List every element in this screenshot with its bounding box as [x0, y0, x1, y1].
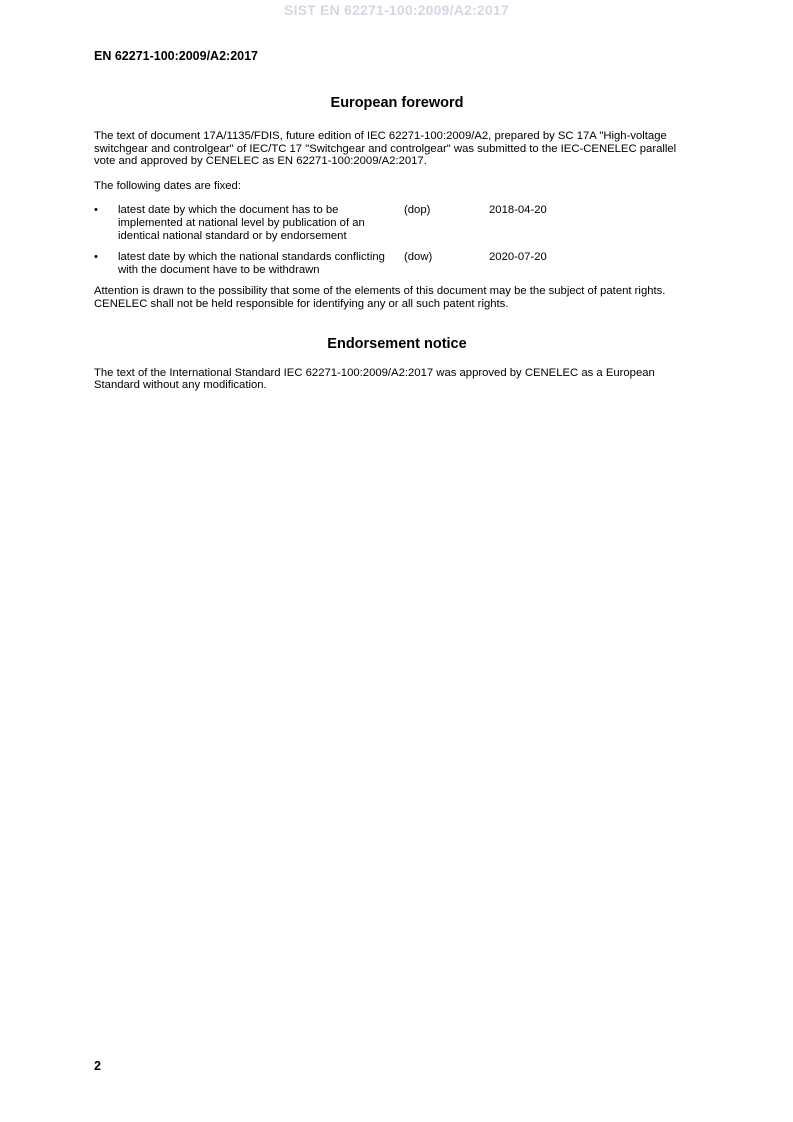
bullet-icon: • [94, 204, 98, 217]
foreword-intro-paragraph: The text of document 17A/1135/FDIS, future edition of IEC 62271-100:2009/A2, prepared by SC 17A "High-voltage switchgear and controlgear" of IEC/TC 17 "Switchgear and controlgear" was submitted to the IEC-CENELEC parallel vote and approved by CENELEC as EN 62271-100:2009/A2:2017. [94, 130, 677, 168]
dates-intro-paragraph: The following dates are fixed: [94, 179, 241, 192]
date-item-dow [94, 251, 700, 276]
attention-paragraph: Attention is drawn to the possibility that some of the elements of this document may be the subject of patent rights. CENELEC shall not be held responsible for identifying any or all such patent rights. [94, 285, 666, 310]
endorsement-paragraph: The text of the International Standard IEC 62271-100:2009/A2:2017 was approved by CENELEC as a European Standard without any modification. [94, 366, 655, 392]
page-content [94, 94, 700, 404]
page-number: 2 [94, 1059, 101, 1073]
date-abbreviation: (dop) [404, 204, 431, 217]
date-item-dop [94, 204, 700, 242]
endorsement-title: Endorsement notice [327, 335, 467, 352]
date-description: latest date by which the document has to be implemented at national level by publication of an identical national standard or by endorsement [118, 204, 365, 242]
date-abbreviation: (dow) [404, 251, 433, 264]
date-description: latest date by which the national standards conflicting with the document have to be withdrawn [118, 251, 385, 276]
dates-list [94, 204, 700, 276]
date-value: 2018-04-20 [489, 204, 547, 217]
date-value: 2020-07-20 [489, 251, 547, 264]
document-header: EN 62271-100:2009/A2:2017 [94, 49, 259, 63]
foreword-title: European foreword [330, 95, 464, 111]
watermark-text: SIST EN 62271-100:2009/A2:2017 [284, 2, 509, 18]
bullet-icon: • [94, 251, 98, 264]
